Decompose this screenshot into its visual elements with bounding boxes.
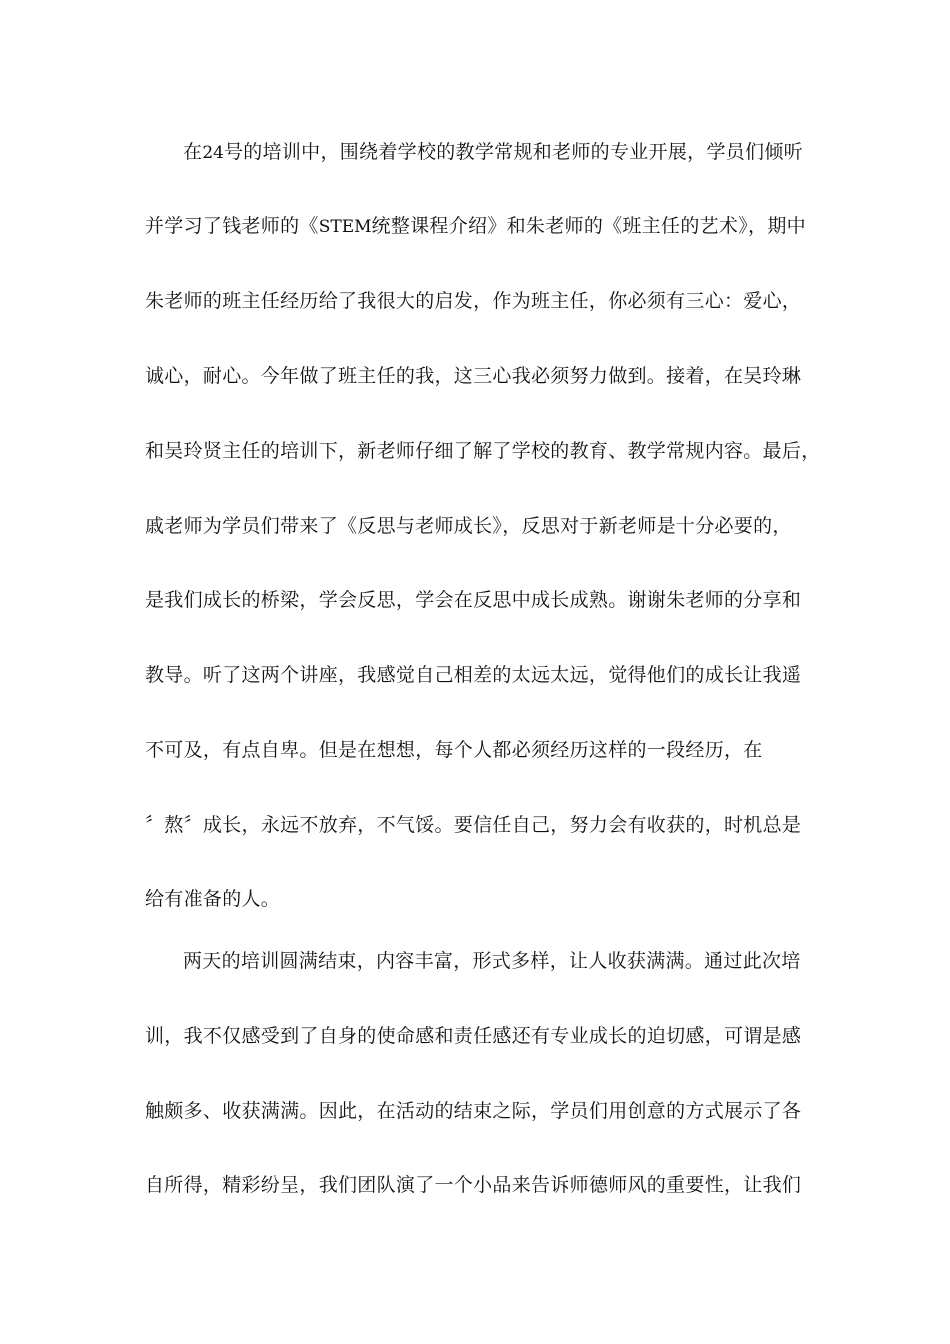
date-number: 24 (202, 143, 224, 163)
paragraph-2-line-1: 两天的培训圆满结束，内容丰富，形式多样，让人收获满满。通过此次培 (183, 950, 801, 972)
paragraph-2-line-4: 自所得，精彩纷呈，我们团队演了一个小品来告诉师德师风的重要性，让我们 (145, 1174, 802, 1196)
stem-acronym: STEM (318, 217, 372, 237)
text-segment: 号的培训中，围绕着学校的教学常规和老师的专业开展，学员们倾听 (223, 141, 803, 163)
paragraph-1-line-3: 朱老师的班主任经历给了我很大的启发，作为班主任，你必须有三心：爱心， (145, 290, 802, 312)
text-segment: 并学习了钱老师的《 (145, 215, 319, 237)
paragraph-1-line-4: 诚心，耐心。今年做了班主任的我，这三心我必须努力做到。接着，在吴玲琳 (145, 365, 802, 387)
text-segment: 统整课程介绍》和朱老师的《班主任的艺术》，期中 (371, 215, 806, 237)
paragraph-1-line-10: 〞熬〞成长，永远不放弃，不气馁。要信任自己，努力会有收获的，时机总是 (145, 814, 802, 836)
paragraph-2-line-3: 触颇多、收获满满。因此，在活动的结束之际，学员们用创意的方式展示了各 (145, 1100, 802, 1122)
paragraph-1-line-11: 给有准备的人。 (145, 888, 281, 910)
paragraph-1-line-7: 是我们成长的桥梁，学会反思，学会在反思中成长成熟。谢谢朱老师的分享和 (145, 589, 802, 611)
text-segment: 在 (183, 141, 203, 163)
paragraph-1-line-6: 戚老师为学员们带来了《反思与老师成长》，反思对于新老师是十分必要的， (145, 515, 792, 537)
paragraph-1-line-2 (145, 214, 815, 239)
paragraph-1-line-8: 教导。听了这两个讲座，我感觉自己相差的太远太远，觉得他们的成长让我遥 (145, 664, 802, 686)
paragraph-1-line-1 (183, 140, 853, 165)
paragraph-2-line-2: 训，我不仅感受到了自身的使命感和责任感还有专业成长的迫切感，可谓是感 (145, 1025, 802, 1047)
paragraph-1-line-9: 不可及，有点自卑。但是在想想，每个人都必须经历这样的一段经历，在 (145, 739, 763, 761)
paragraph-1-line-5: 和吴玲贤主任的培训下，新老师仔细了解了学校的教育、教学常规内容。最后， (145, 440, 821, 462)
